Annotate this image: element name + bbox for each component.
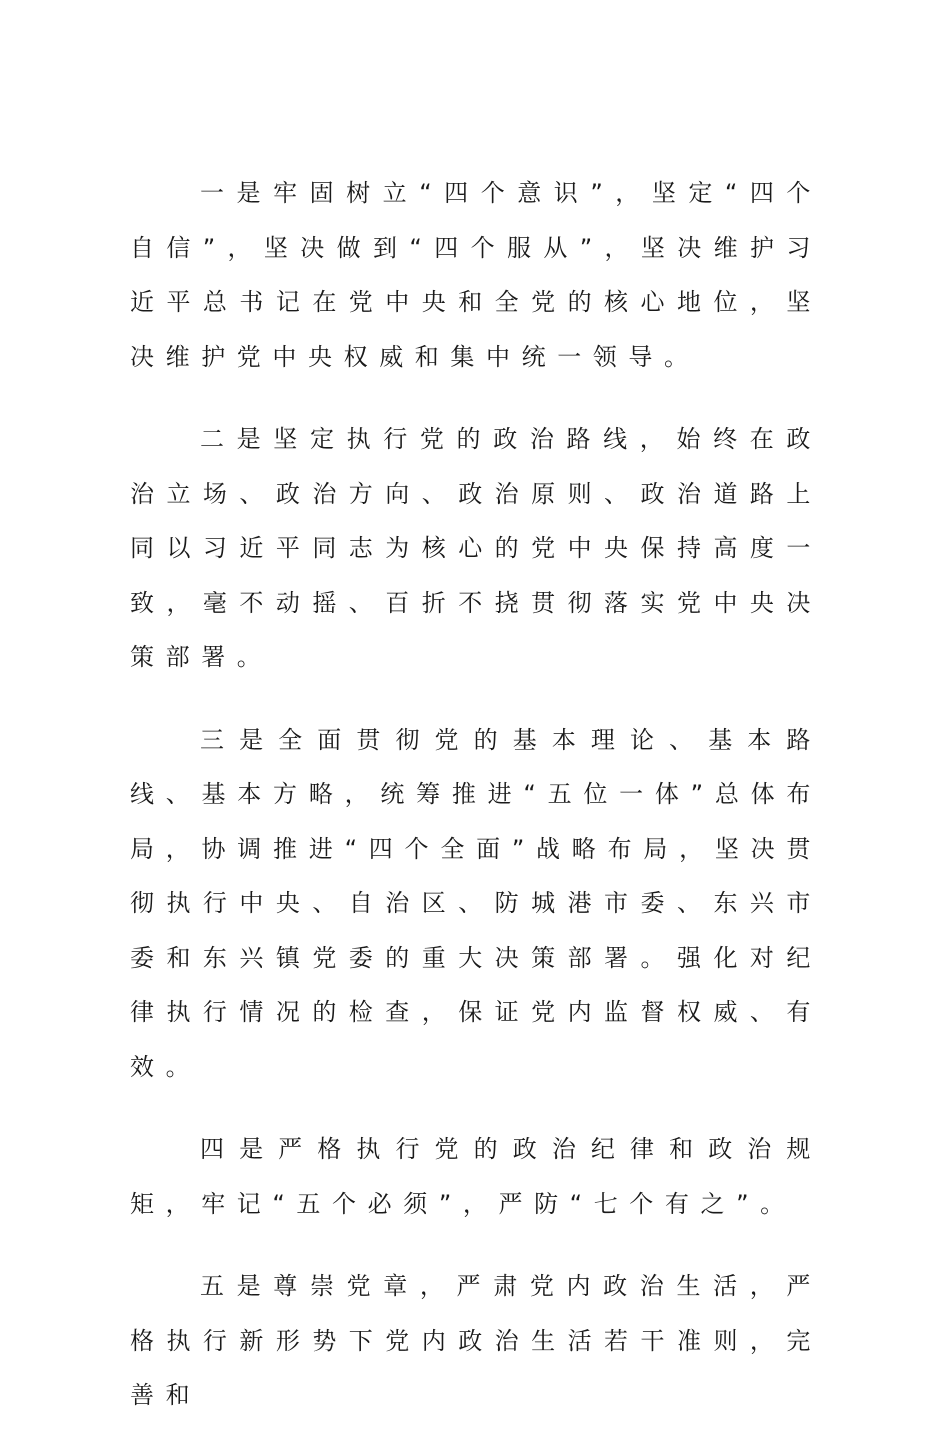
- paragraph-1: 一是牢固树立“四个意识”，坚定“四个自信”，坚决做到“四个服从”，坚决维护习近平总书记在党中央和全党的核心地位，坚决维护党中央权威和集中统一领导。: [130, 179, 822, 371]
- paragraph-5: 五是尊崇党章，严肃党内政治生活，严格执行新形势下党内政治生活若干准则，完善和: [130, 1272, 822, 1409]
- paragraph-4: 四是严格执行党的政治纪律和政治规矩，牢记“五个必须”，严防“七个有之”。: [130, 1135, 822, 1218]
- paragraph-2: 二是坚定执行党的政治路线，始终在政治立场、政治方向、政治原则、政治道路上同以习近平同志为核心的党中央保持高度一致，毫不动摇、百折不挠贯彻落实党中央决策部署。: [130, 425, 822, 671]
- document-body: [130, 166, 822, 1451]
- paragraph-3: 三是全面贯彻党的基本理论、基本路线、基本方略，统筹推进“五位一体”总体布局，协调推进“四个全面”战略布局，坚决贯彻执行中央、自治区、防城港市委、东兴市委和东兴镇党委的重大决策部署。强化对纪律执行情况的检查，保证党内监督权威、有效。: [130, 725, 822, 1081]
